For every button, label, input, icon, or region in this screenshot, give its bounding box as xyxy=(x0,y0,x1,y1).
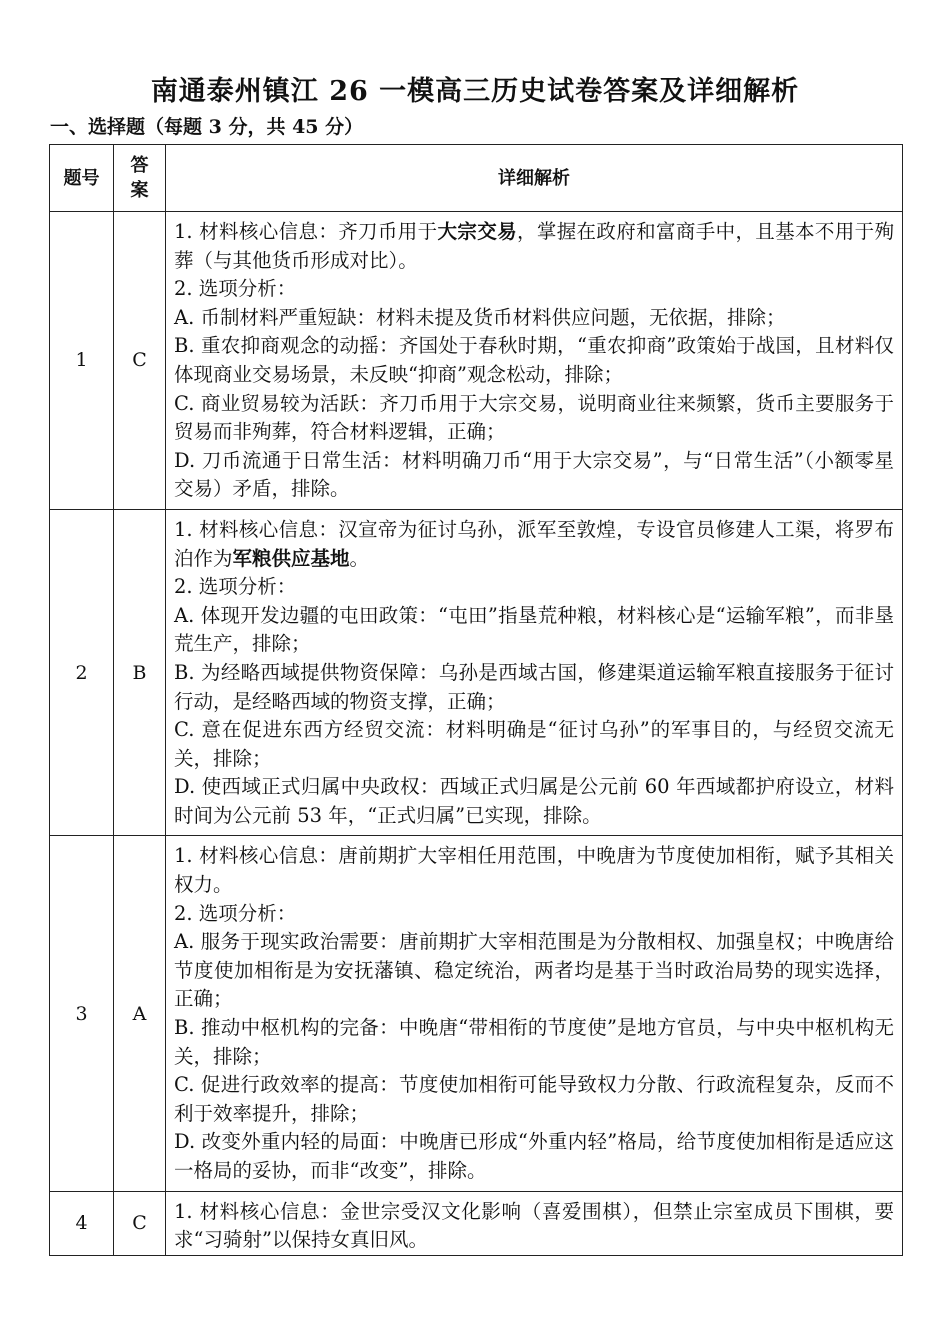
core-info: 1. 材料核心信息：金世宗受汉文化影响（喜爱围棋），但禁止宗室成员下围棋，要求“习骑射”以保持女真旧风。 xyxy=(174,1199,894,1252)
table-row xyxy=(50,212,903,510)
core-info-emphasis: 大宗交易 xyxy=(437,220,517,243)
option-analysis: A. 服务于现实政治需要：唐前期扩大宰相范围是为分散相权、加强皇权；中晚唐给节度使加相衔是为安抚藩镇、稳定统治，两者均是基于当时政治局势的现实选择，正确； xyxy=(174,930,894,1011)
analysis-label: 2. 选项分析： xyxy=(174,575,297,599)
question-detail xyxy=(166,1191,903,1255)
option-analysis: B. 重农抑商观念的动摇：齐国处于春秋时期，“重农抑商”政策始于战国，且材料仅体现商业交易场景，未反映“抑商”观念松动，排除； xyxy=(174,334,894,386)
question-number: 1 xyxy=(50,212,114,510)
analysis-label: 2. 选项分析： xyxy=(174,277,297,301)
option-analysis: A. 体现开发边疆的屯田政策：“屯田”指垦荒种粮，材料核心是“运输军粮”，而非垦荒生产，排除； xyxy=(174,603,894,656)
header-answer-line2: 案 xyxy=(130,180,149,201)
answer-table xyxy=(49,144,903,1256)
core-info: 1. 材料核心信息：齐刀币用于大宗交易，掌握在政府和富商手中，且基本不用于殉葬（与其他货币形成对比）。 xyxy=(174,220,894,272)
option-analysis: B. 为经略西域提供物资保障：乌孙是西域古国，修建渠道运输军粮直接服务于征讨行动，是经略西域的物资支撑，正确； xyxy=(174,660,894,713)
option-analysis: D. 改变外重内轻的局面：中晚唐已形成“外重内轻”格局，给节度使加相衔是适应这一格局的妥协，而非“改变”，排除。 xyxy=(174,1130,894,1182)
question-detail xyxy=(166,836,903,1191)
option-analysis: B. 推动中枢机构的完备：中晚唐“带相衔的节度使”是地方官员，与中央中枢机构无关，排除； xyxy=(174,1016,894,1068)
question-answer: C xyxy=(114,1191,166,1255)
question-number: 2 xyxy=(50,509,114,836)
option-analysis: C. 促进行政效率的提高：节度使加相衔可能导致权力分散、行政流程复杂，反而不利于效率提升，排除； xyxy=(174,1073,894,1125)
option-analysis: A. 币制材料严重短缺：材料未提及货币材料供应问题，无依据，排除； xyxy=(174,305,786,329)
core-info-emphasis: 军粮供应基地 xyxy=(232,546,350,570)
header-answer xyxy=(114,145,166,212)
question-number: 3 xyxy=(50,836,114,1191)
option-analysis: C. 意在促进东西方经贸交流：材料明确是“征讨乌孙”的军事目的，与经贸交流无关，排除； xyxy=(174,718,894,770)
analysis-label: 2. 选项分析： xyxy=(174,901,297,925)
question-answer: B xyxy=(114,509,166,836)
table-row xyxy=(50,836,903,1191)
option-analysis: D. 刀币流通于日常生活：材料明确刀币“用于大宗交易”，与“日常生活”（小额零星交易）矛盾，排除。 xyxy=(174,448,894,501)
table-row xyxy=(50,1191,903,1255)
question-detail xyxy=(166,509,903,836)
header-detail: 详细解析 xyxy=(166,145,903,212)
document-title: 南通泰州镇江 26 一模高三历史试卷答案及详细解析 xyxy=(150,76,800,107)
core-info: 1. 材料核心信息：汉宣帝为征讨乌孙，派军至敦煌，专设官员修建人工渠，将罗布泊作为军粮供应基地。 xyxy=(174,517,894,570)
option-analysis: C. 商业贸易较为活跃：齐刀币用于大宗交易，说明商业往来频繁，货币主要服务于贸易而非殉葬，符合材料逻辑，正确； xyxy=(174,391,894,444)
question-number: 4 xyxy=(50,1191,114,1255)
question-answer: A xyxy=(114,836,166,1191)
section-heading: 一、选择题（每题 3 分，共 45 分） xyxy=(50,116,364,138)
option-analysis: D. 使西域正式归属中央政权：西域正式归属是公元前 60 年西域都护府设立，材料时间为公元前 53 年，“正式归属”已实现，排除。 xyxy=(174,775,894,827)
header-answer-line1: 答 xyxy=(130,155,149,176)
core-info: 1. 材料核心信息：唐前期扩大宰相任用范围，中晚唐为节度使加相衔，赋予其相关权力。 xyxy=(174,844,894,897)
table-header-row xyxy=(50,145,903,212)
header-number: 题号 xyxy=(50,145,114,212)
table-row xyxy=(50,509,903,836)
question-answer: C xyxy=(114,212,166,510)
question-detail xyxy=(166,212,903,510)
